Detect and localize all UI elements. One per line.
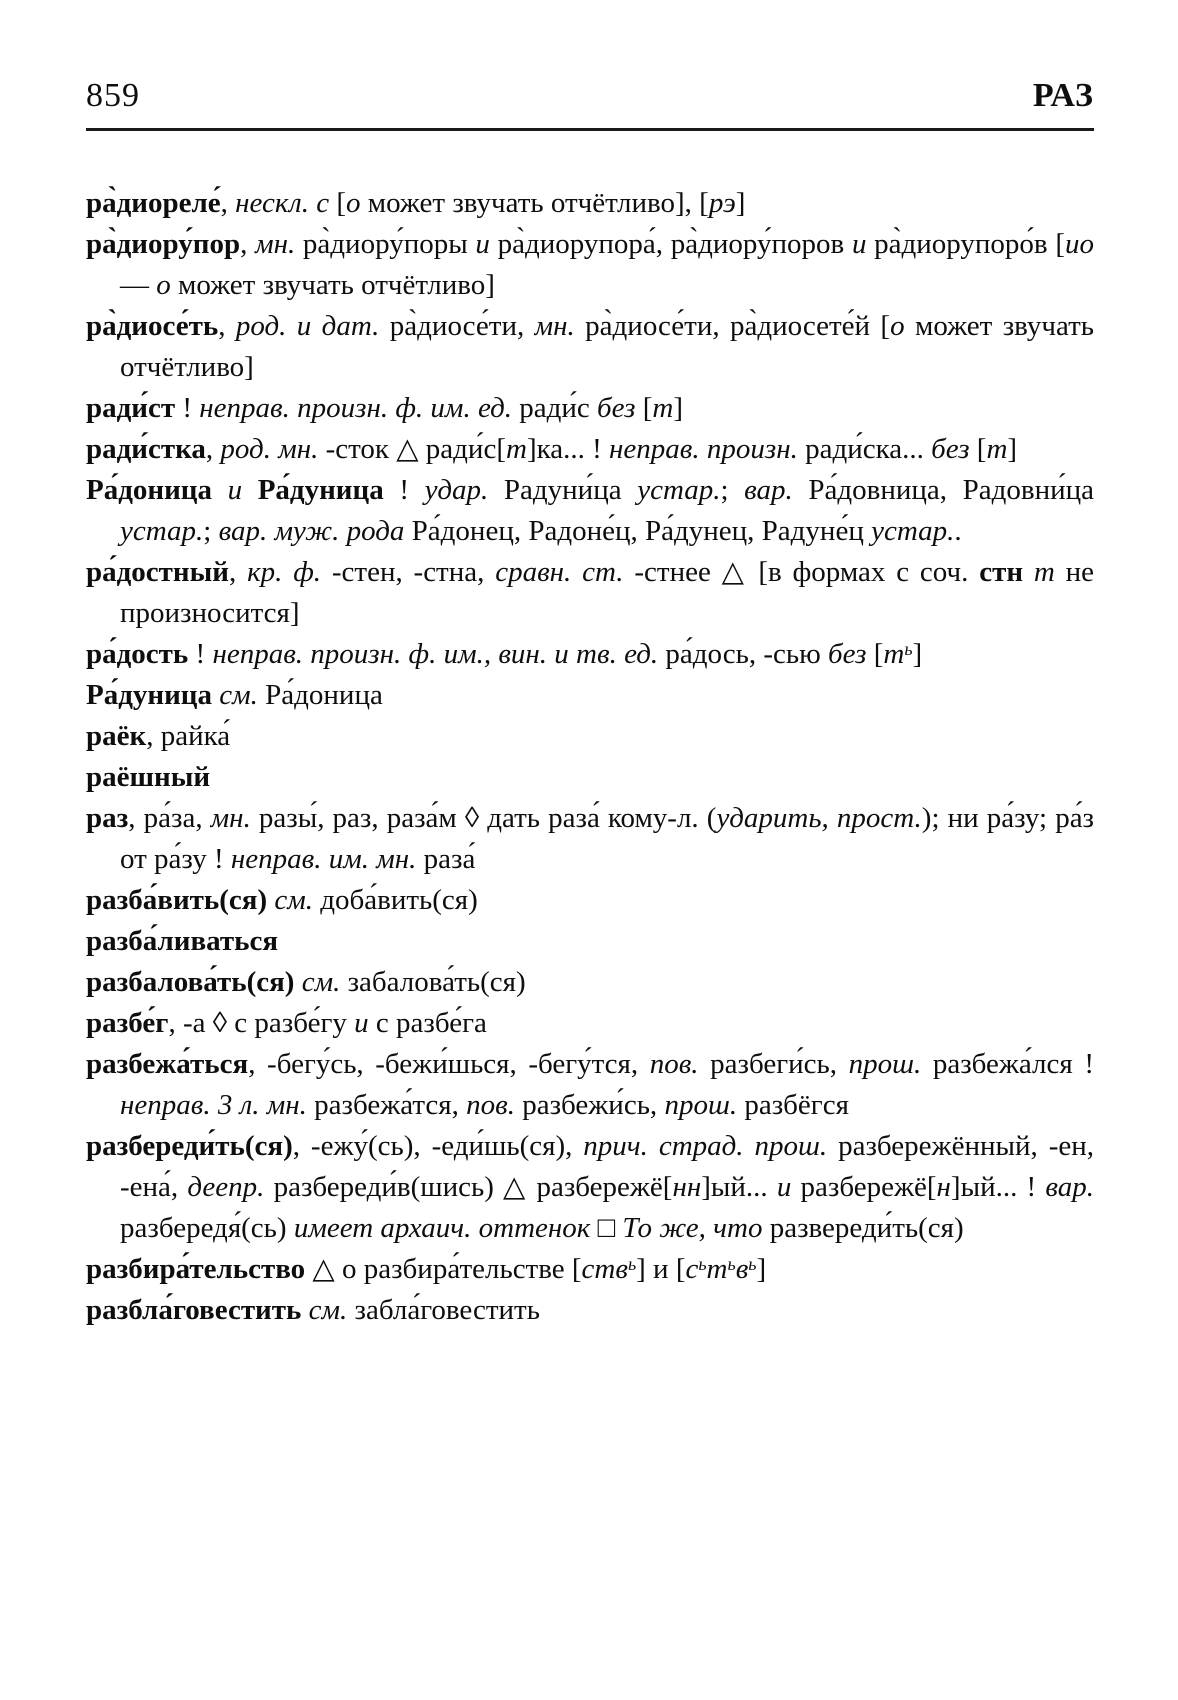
entry-segment: мн. xyxy=(534,310,575,342)
entry-segment: разы́, раз, раза́м ◊ дать раза́ кому-л. ( xyxy=(250,802,717,834)
entry-segment: неправ. 3 л. мн. xyxy=(120,1089,307,1121)
entry-segment: о xyxy=(890,310,905,342)
headword: ради́ст xyxy=(86,392,176,424)
headword: ра̀диореле́ xyxy=(86,187,221,219)
entry-segment: род. мн. xyxy=(220,433,319,465)
entry-segment: , xyxy=(240,228,256,260)
dictionary-entry xyxy=(86,470,1094,552)
entry-segment: род. и дат. xyxy=(235,310,380,342)
entry-segment: -стнее △ [в формах с соч. xyxy=(623,556,980,588)
entry-segment: вар. xyxy=(744,474,793,506)
entry-segment: раза́ xyxy=(416,843,476,875)
entry-segment: разбёгся xyxy=(737,1089,849,1121)
entry-segment: устар. xyxy=(120,515,204,547)
headword: раёк xyxy=(86,720,147,752)
entry-segment: ; xyxy=(720,474,745,506)
entry-segment: ра̀диосе́ти, xyxy=(379,310,535,342)
entry-segment: ио xyxy=(1065,228,1094,260)
entry-segment: ств xyxy=(581,1253,628,1285)
entry-segment: ] xyxy=(735,187,746,219)
page-header xyxy=(86,76,1094,116)
entry-segment: ь xyxy=(904,638,913,659)
headword: разбла́говестить xyxy=(86,1294,302,1326)
entry-segment: удар. xyxy=(424,474,489,506)
entry-segment: , -бегу́сь, -бежи́шься, -бегу́тся, xyxy=(248,1048,650,1080)
entry-segment: [ xyxy=(969,433,987,465)
entries-list xyxy=(86,183,1094,1331)
headword: раёшный xyxy=(86,761,211,793)
entry-segment: , xyxy=(205,433,221,465)
running-head: РАЗ xyxy=(1032,77,1094,114)
entry-segment: [ xyxy=(329,187,346,219)
header-rule xyxy=(86,128,1094,131)
headword: разбалова́ть(ся) xyxy=(86,966,295,998)
dictionary-entry xyxy=(86,962,1094,1003)
entry-segment: без xyxy=(931,433,970,465)
entry-segment: нн xyxy=(672,1171,702,1203)
entry-segment: , ра́за, xyxy=(128,802,211,834)
headword: Ра́дуница xyxy=(86,679,213,711)
entry-segment: □ xyxy=(590,1212,623,1244)
entry-segment: неправ. им. мн. xyxy=(230,843,417,875)
dictionary-entry xyxy=(86,634,1094,675)
entry-segment: прош. xyxy=(848,1048,922,1080)
entry-segment: и xyxy=(776,1171,792,1203)
entry-segment: прич. страд. прош. xyxy=(583,1130,828,1162)
entry-segment: т xyxy=(505,433,527,465)
entry-segment: кр. ф. xyxy=(247,556,322,588)
dictionary-entry xyxy=(86,388,1094,429)
entry-segment: Ра́дуница xyxy=(257,474,384,506)
entry-segment: и xyxy=(851,228,867,260)
entry-segment: -стен, -стна, xyxy=(321,556,496,588)
entry-segment: разбежи́сь, xyxy=(514,1089,665,1121)
entry-segment: не произносится] xyxy=(120,556,1095,629)
dictionary-entry xyxy=(86,429,1094,470)
entry-segment: ! xyxy=(383,474,425,506)
entry-segment: см. xyxy=(274,884,313,916)
entry-segment: деепр. xyxy=(187,1171,265,1203)
entry-segment: может звучать отчётливо], [ xyxy=(360,187,709,219)
entry-segment: То же, что xyxy=(622,1212,763,1244)
entry-segment: без xyxy=(828,638,867,670)
entry-segment: т xyxy=(986,433,1008,465)
headword: Ра́доница xyxy=(86,474,213,506)
entry-segment: разбежа́тся, xyxy=(306,1089,467,1121)
headword: ра̀диосе́ть xyxy=(86,310,219,342)
entry-segment: ]ый... xyxy=(701,1171,777,1203)
entry-segment: ]ый... ! xyxy=(950,1171,1046,1203)
entry-segment: ] и [ xyxy=(636,1253,686,1285)
dictionary-entry xyxy=(86,224,1094,306)
headword: ради́стка xyxy=(86,433,206,465)
entry-segment: ] xyxy=(756,1253,767,1285)
entry-segment: ] xyxy=(673,392,683,424)
entry-segment: вар. муж. рода xyxy=(218,515,405,547)
entry-segment: пов. xyxy=(649,1048,699,1080)
entry-segment: о xyxy=(346,187,361,219)
entry-segment: △ о разбира́тельстве [ xyxy=(305,1253,582,1285)
entry-segment: ради́ска... xyxy=(797,433,932,465)
entry-segment: см. xyxy=(301,966,341,998)
dictionary-entry xyxy=(86,306,1094,388)
entry-segment: ра̀диорупора́, ра̀диору́поров xyxy=(489,228,852,260)
dictionary-entry xyxy=(86,757,1094,798)
dictionary-entry xyxy=(86,552,1094,634)
dictionary-entry xyxy=(86,921,1094,962)
entry-segment: о xyxy=(156,269,171,301)
entry-segment: разбереди́в(шись) △ разбережё[ xyxy=(264,1171,673,1203)
entry-segment: разбеги́сь, xyxy=(698,1048,849,1080)
dictionary-entry xyxy=(86,1290,1094,1331)
dictionary-entry xyxy=(86,1249,1094,1290)
entry-segment: разбережённый, -ен, -ена́, xyxy=(120,1130,1094,1203)
entry-segment: ; xyxy=(203,515,219,547)
entry-segment: Радуни́ца xyxy=(488,474,638,506)
entry-segment: т xyxy=(706,1253,728,1285)
entry-segment: ра́дось, -сью xyxy=(658,638,829,670)
entry-segment: в xyxy=(735,1253,749,1285)
entry-segment: — xyxy=(120,269,157,301)
dictionary-entry xyxy=(86,880,1094,921)
entry-segment: [ xyxy=(866,638,884,670)
entry-segment: . xyxy=(954,515,962,547)
entry-segment: ); ни ра́зу; ра́з от ра́зу ! xyxy=(120,802,1095,875)
dictionary-entry xyxy=(86,716,1094,757)
entry-segment: см. xyxy=(308,1294,348,1326)
entry-segment: т xyxy=(883,638,905,670)
entry-segment: Ра́доница xyxy=(257,679,383,711)
entry-segment: ! xyxy=(188,638,213,670)
entry-segment: и xyxy=(354,1007,369,1039)
dictionary-entry xyxy=(86,675,1094,716)
entry-segment: и xyxy=(475,228,490,260)
entry-segment: рэ xyxy=(708,187,736,219)
entry-segment: ради́с xyxy=(512,392,598,424)
entry-segment: , xyxy=(218,310,236,342)
entry-segment: , -а ◊ с разбе́гу xyxy=(168,1007,355,1039)
entry-segment: неправ. произн. ф. им., вин. и тв. ед. xyxy=(212,638,659,670)
entry-segment: мн. xyxy=(255,228,296,260)
entry-segment: Ра́донец, Радоне́ц, Ра́дунец, Радуне́ц xyxy=(404,515,872,547)
entry-segment: прош. xyxy=(664,1089,738,1121)
entry-segment: см. xyxy=(219,679,258,711)
headword: раз xyxy=(86,802,129,834)
headword: разбереди́ть(ся) xyxy=(86,1130,293,1162)
entry-segment xyxy=(1023,556,1034,588)
entry-segment: доба́вить(ся) xyxy=(313,884,478,916)
entry-segment: неправ. произн. xyxy=(609,433,798,465)
entry-segment: мн. xyxy=(210,802,251,834)
entry-segment: с xyxy=(685,1253,699,1285)
headword: ра́дость xyxy=(86,638,189,670)
entry-segment: стн xyxy=(979,556,1024,588)
entry-segment: н xyxy=(936,1171,951,1203)
headword: разбежа́ться xyxy=(86,1048,249,1080)
headword: разбе́г xyxy=(86,1007,169,1039)
entry-segment: , xyxy=(228,556,248,588)
entry-segment: и xyxy=(212,474,258,506)
entry-segment: т xyxy=(1033,556,1055,588)
entry-segment: , xyxy=(220,187,236,219)
headword: разба́ливаться xyxy=(86,925,279,957)
entry-segment: разбередя́(сь) xyxy=(120,1212,294,1244)
entry-segment: разбежа́лся ! xyxy=(921,1048,1094,1080)
entry-segment: пов. xyxy=(466,1089,515,1121)
entry-segment: Ра́довница, Радовни́ца xyxy=(792,474,1094,506)
dictionary-entry xyxy=(86,798,1094,880)
entry-segment: , -ежу́(сь), -еди́шь(ся), xyxy=(292,1130,584,1162)
entry-segment: может звучать отчётливо] xyxy=(120,310,1094,383)
entry-segment: ] xyxy=(1007,433,1018,465)
entry-segment: с разбе́га xyxy=(368,1007,487,1039)
entry-segment: разбережё[ xyxy=(791,1171,937,1203)
entry-segment: неправ. произн. ф. им. ед. xyxy=(199,392,513,424)
entry-segment: устар. xyxy=(637,474,721,506)
entry-segment xyxy=(301,1294,308,1326)
entry-segment: забалова́ть(ся) xyxy=(340,966,526,998)
headword: ра́достный xyxy=(86,556,229,588)
entry-segment: имеет архаич. оттенок xyxy=(293,1212,591,1244)
entry-segment: [ xyxy=(635,392,653,424)
entry-segment: ра̀диору́поры xyxy=(295,228,476,260)
entry-segment: т xyxy=(652,392,674,424)
entry-segment: ударить, прост. xyxy=(716,802,922,834)
entry-segment: без xyxy=(597,392,636,424)
entry-segment: ь xyxy=(748,1253,757,1274)
entry-segment: сравн. ст. xyxy=(495,556,624,588)
entry-segment: забла́говестить xyxy=(347,1294,540,1326)
headword: разба́вить(ся) xyxy=(86,884,268,916)
entry-segment: развереди́ть(ся) xyxy=(762,1212,964,1244)
entry-segment: устар. xyxy=(871,515,955,547)
entry-segment: ]ка... ! xyxy=(526,433,610,465)
entry-segment: ] xyxy=(912,638,923,670)
entry-segment: , райка́ xyxy=(146,720,231,752)
headword: разбира́тельство xyxy=(86,1253,306,1285)
entry-segment: ра̀диосе́ти, ра̀диосете́й [ xyxy=(574,310,891,342)
headword: ра̀диору́пор xyxy=(86,228,241,260)
entry-segment: -сток △ ради́с[ xyxy=(318,433,506,465)
entry-segment: ь xyxy=(727,1253,736,1274)
dictionary-entry xyxy=(86,1044,1094,1126)
entry-segment: ра̀диорупоро́в [ xyxy=(866,228,1065,260)
entry-segment: ! xyxy=(175,392,200,424)
entry-segment: нескл. с xyxy=(235,187,330,219)
dictionary-entry xyxy=(86,1126,1094,1249)
page-number: 859 xyxy=(86,77,140,114)
entry-segment: ь xyxy=(698,1253,707,1274)
entry-segment: вар. xyxy=(1045,1171,1094,1203)
dictionary-entry xyxy=(86,183,1094,224)
entry-segment: ь xyxy=(627,1253,637,1274)
entry-segment: может звучать отчётливо] xyxy=(170,269,495,301)
dictionary-entry xyxy=(86,1003,1094,1044)
entry-segment xyxy=(294,966,301,998)
